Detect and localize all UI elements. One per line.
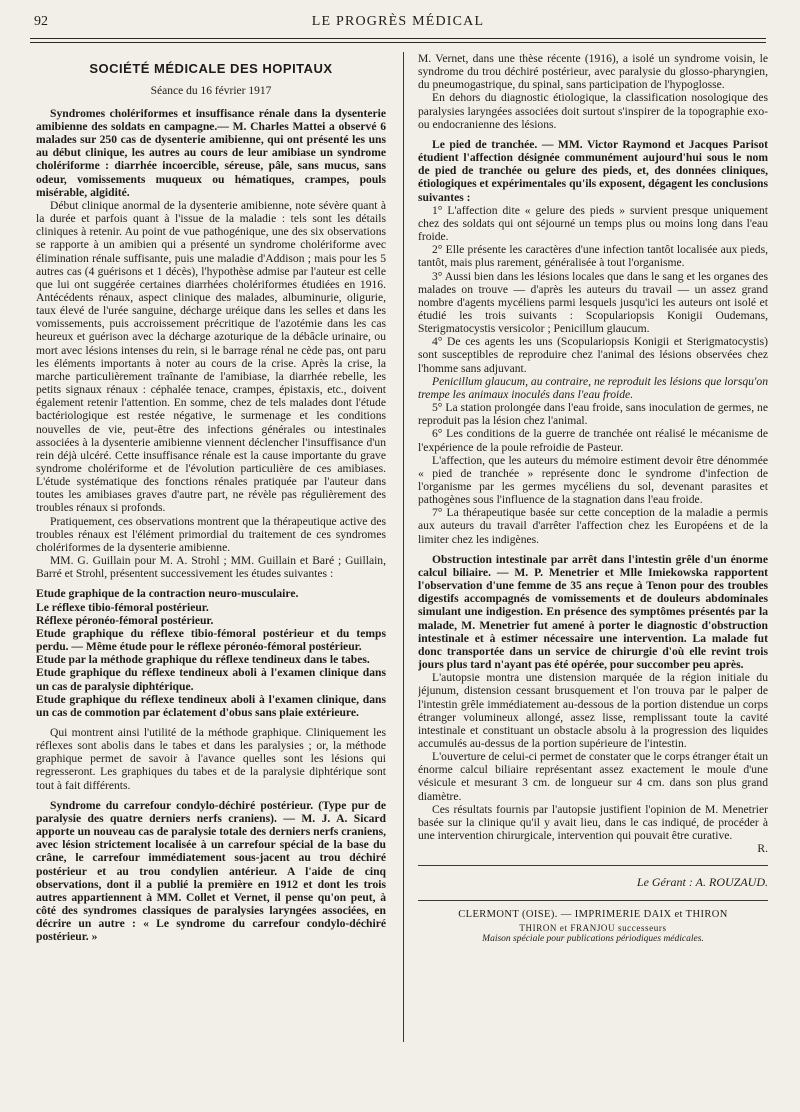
gerant-line [418, 876, 768, 890]
body-paragraph: L'ouverture de celui-ci permet de constater que le corps étranger était un énorme calcul biliaire représentant assez exactement le moule d'une vésicule et mesurant 3 cm. de longueur sur 4 cm. dans son plus grand diamètre. [418, 750, 768, 803]
article-heading-paragraph: Syndromes cholériformes et insuffisance rénale dans la dysenterie amibienne des soldats en campagne.— M. Charles Mattei a observé 6 malades sur 250 cas de dysenterie amibienne, qui ont présenté les uns au début clinique, les autres au cours de leur amibiase un syndrome cholériforme : diarrhée incoercible, séreuse, pâle, sans mucus, sans odeur, vomissements muqueux ou hématiques, crampes, pouls misérable, algidité. [36, 106, 386, 199]
conclusion-item: 5° La station prolongée dans l'eau froide, sans inoculation de germes, ne reproduit pas la lésion chez l'animal. [418, 401, 768, 428]
page-header [30, 14, 766, 32]
body-paragraph: Pratiquement, ces observations montrent que la thérapeutique active des troubles rénaux est l'élément primordial du traitement de ces syndromes cholériformes de la dysenterie amibienne. [36, 514, 386, 554]
author-signature: R. [757, 842, 768, 856]
study-title: Etude graphique du réflexe tendineux aboli à l'examen clinique dans un cas de paralysie diphtérique. [36, 666, 386, 693]
printer-imprint [418, 900, 768, 945]
conclusion-item: 7° La thérapeutique basée sur cette conception de la maladie a permis aux auteurs du travail d'arrêter l'affection chez les Européens et de la limiter chez les indigènes. [418, 506, 768, 546]
header-rule [30, 38, 766, 39]
study-title: Réflexe péronéo-fémoral postérieur. [36, 613, 214, 627]
body-paragraph: Ces résultats fournis par l'autopsie justifient l'opinion de M. Menetrier basée sur la clinique qu'il y avait lieu, dans le cas indiqué, de procéder à une intervention chirurgicale, intervention qui pouvait être curative. [418, 802, 768, 843]
body-paragraph: L'autopsie montra une distension marquée de la région initiale du jéjunum, distension cessant brusquement et l'on trouva par le palper de l'intestin grêle immédiatement au-dessous de la portion distendue un corps étranger volumineux allongé, assez lisse, remplissant toute la cavité intestinale et constituant un obstacle absolu à la progression des liquides accumulés au-dessus de la portion supérieure de l'intestin. [418, 671, 768, 750]
section-rule [418, 865, 768, 866]
body-paragraph: Qui montrent ainsi l'utilité de la méthode graphique. Cliniquement les réflexes sont abolis dans le tabes et dans les paralysies ; or, la méthode graphique permet de savoir à l'avance quelles sont les lésions qui regresseront. Les graphiques du tabes et de la paralysie diphtérique sont tout à fait différents. [36, 725, 386, 792]
body-paragraph: En dehors du diagnostic étiologique, la classification nosologique des paralysies laryngées associées doit surtout s'inspirer de la topographie exo-ou endocranienne des lésions. [418, 91, 768, 131]
section-title: SOCIÉTÉ MÉDICALE DES HOPITAUX [89, 61, 333, 76]
page-number: 92 [34, 14, 48, 29]
body-paragraph: L'affection, que les auteurs du mémoire estiment devoir être dénommée « pied de tranchée » représente donc le syndrome d'infection de l'organisme par les germes mycéliens du sol, devenant parasites et pathogènes sous l'influence de la stagnation dans l'eau froide. [418, 453, 768, 507]
journal-title: LE PROGRÈS MÉDICAL [311, 14, 485, 29]
study-title: Etude graphique du réflexe tendineux aboli à l'examen clinique, dans un cas de commotion par éclatement d'obus sans plaie extérieure. [36, 692, 386, 719]
study-title: Etude par la méthode graphique du réflexe tendineux dans le tabes. [36, 653, 370, 667]
gerant-text: Le Gérant : A. ROUZAUD. [636, 875, 768, 890]
study-title: Etude graphique de la contraction neuro-musculaire. [36, 587, 299, 601]
article-heading-paragraph: Syndrome du carrefour condylo-déchiré postérieur. (Type pur de paralysie des quatre derniers nerfs craniens). — M. J. A. Sicard apporte un nouveau cas de paralysie totale des derniers nerfs craniens, avec lésion strictement localisée à un carrefour spécial de la base du crâne, le carrefour immédiatement sous-jacent au trou déchiré postérieur et au trou condylien antérieur. A l'aide de cinq observations, dont il a publié la première en 1912 et dont les trois autres appartiennent à MM. Collet et Vernet, il pense qu'on peut, à côté des syndromes classiques de paralysies laryngées associées, en décrire un autre : « Le syndrome du carrefour condylo-déchiré postérieur. » [36, 798, 386, 944]
printer-note: Maison spéciale pour publications périodiques médicales. [482, 934, 704, 945]
study-title: Etude graphique du réflexe tibio-fémoral postérieur et du temps perdu. — Même étude pour le réflexe péronéo-fémoral postérieur. [36, 626, 386, 654]
body-paragraph: M. Vernet, dans une thèse récente (1916), a isolé un syndrome voisin, le syndrome du trou déchiré postérieur, avec paralysie du glosso-pharyngien, du pneumogastrique, du spinal, sans participation de l'hypoglosse. [418, 52, 768, 92]
conclusion-item: 3° Aussi bien dans les lésions locales que dans le sang et les organes des malades on trouve — d'après les auteurs du travail — un assez grand nombre d'agents mycéliens parmi lesquels jusqu'ici les auteurs ont isolé et étudié les trois suivants : Scopulariopsis Konigii Oudemans, Sterigmatocystis versicolor ; Penicillum glaucum. [418, 269, 768, 336]
conclusion-item: 4° De ces agents les uns (Scopulariopsis Konigii et Sterigmatocystis) sont susceptibles de reproduire chez l'animal des lésions observées chez l'homme sans adjuvant. [418, 335, 768, 375]
conclusion-item: 6° Les conditions de la guerre de tranchée ont réalisé le mécanisme de l'expérience de la poule refroidie de Pasteur. [418, 427, 768, 454]
printer-successors: THIRON et FRANJOU successeurs [519, 922, 667, 933]
printer-line: CLERMONT (OISE). — IMPRIMERIE DAIX et THIRON [458, 908, 728, 920]
header-rule-thin [30, 42, 766, 43]
conclusion-item: Penicillum glaucum, au contraire, ne reproduit les lésions que lorsqu'on trempe les animaux inoculés dans l'eau froide. [418, 374, 768, 401]
study-title: Le réflexe tibio-fémoral postérieur. [36, 600, 209, 614]
left-column [36, 52, 386, 1092]
article-heading-paragraph: Le pied de tranchée. — MM. Victor Raymond et Jacques Parisot étudient l'affection désignée communément aujourd'hui sous le nom de pied de tranchée ou gelure des pieds, et, des données cliniques, étiologiques et expérimentales qu'ils exposent, dégagent les conclusions suivantes : [418, 137, 768, 204]
conclusion-item: 1° L'affection dite « gelure des pieds » survient presque uniquement chez des soldats qui ont séjourné un temps plus ou moins long dans l'eau froide. [418, 203, 768, 244]
body-paragraph: MM. G. Guillain pour M. A. Strohl ; MM. Guillain et Baré ; Guillain, Barré et Strohl, présentent successivement les études suivantes : [36, 554, 386, 581]
body-paragraph: Début clinique anormal de la dysenterie amibienne, note sévère quant à la durée et parfois quant à l'issue de la maladie : tels sont les détails cliniques à retenir. Au point de vue pathogénique, une des six observations se rapporte à un amibien qui a présenté un syndrome cholériforme avec élimination rénale suffisante, puis une maladie d'Addison ; mais pour les 5 autres cas (4 guérisons et 1 décès), l'hypothèse admise par l'auteur est celle que lui ont suggérée certaines diarrhées cholériformes étudiées en 1916. Antécédents rénaux, aspect clinique des malades, albuminurie, oligurie, taux élevé de l'urée sanguine, décharge uréique dans les selles et dans les vomissements, puis accroissement précritique de l'azotémie dans les cas heureux et guérison avec la décharge azoturique de la débâcle urinaire, ou mort avec lésions intenses du rein, si le barrage rénal ne cède pas, ont paru les éléments importants à noter au cours de la crise. Après la crise, la marche particulièrement traînante de l'amibiase, la diarrhée rebelle, les petits signaux rénaux : céphalée tenace, crampes, épistaxis, etc., doivent également retenir l'attention. En somme, chez de tels malades dont l'étude bactériologique est restée négative, le surmenage et les conditions nouvelles de vie, peut-être des infections générales ou intestinales associées à la dysenterie amibienne viennent déclencher l'insuffisance d'un rein déjà ulcéré. Cette insuffisance rénale est la cause importante du grave syndrome cholériforme et de l'évolution particulière de ces amibiases. L'étude systématique des fonctions rénales pratiquée par l'auteur dans toutes les amibiases graves d'autre part, ne révèle pas régulièrement des troubles rénaux si profonds. [36, 198, 386, 515]
right-column [418, 52, 768, 1092]
article-heading-paragraph: Obstruction intestinale par arrêt dans l'intestin grêle d'un énorme calcul biliaire. — M. P. Menetrier et Mlle Imiekowska rapportent l'observation d'une femme de 35 ans reçue à Tenon pour des troubles digestifs accompagnés de vomissements et de douleurs abdominales simulant une indigestion. En présence des symptômes présentés par la malade, M. Menetrier fut amené à porter le diagnostic d'obstruction intestinale et à estimer nécessaire une intervention. La malade fut donc transportée dans un service de chirurgie d'où elle revint trois jours plus tard n'ayant pas été opérée, pour succomber peu après. [418, 552, 768, 672]
left-article-body [36, 107, 386, 944]
conclusion-item: 2° Elle présente les caractères d'une infection tantôt localisée aux pieds, tantôt, mais plus rarement, généralisée à tout l'organisme. [418, 243, 768, 270]
session-date: Séance du 16 février 1917 [150, 84, 272, 97]
column-divider [403, 52, 404, 1042]
